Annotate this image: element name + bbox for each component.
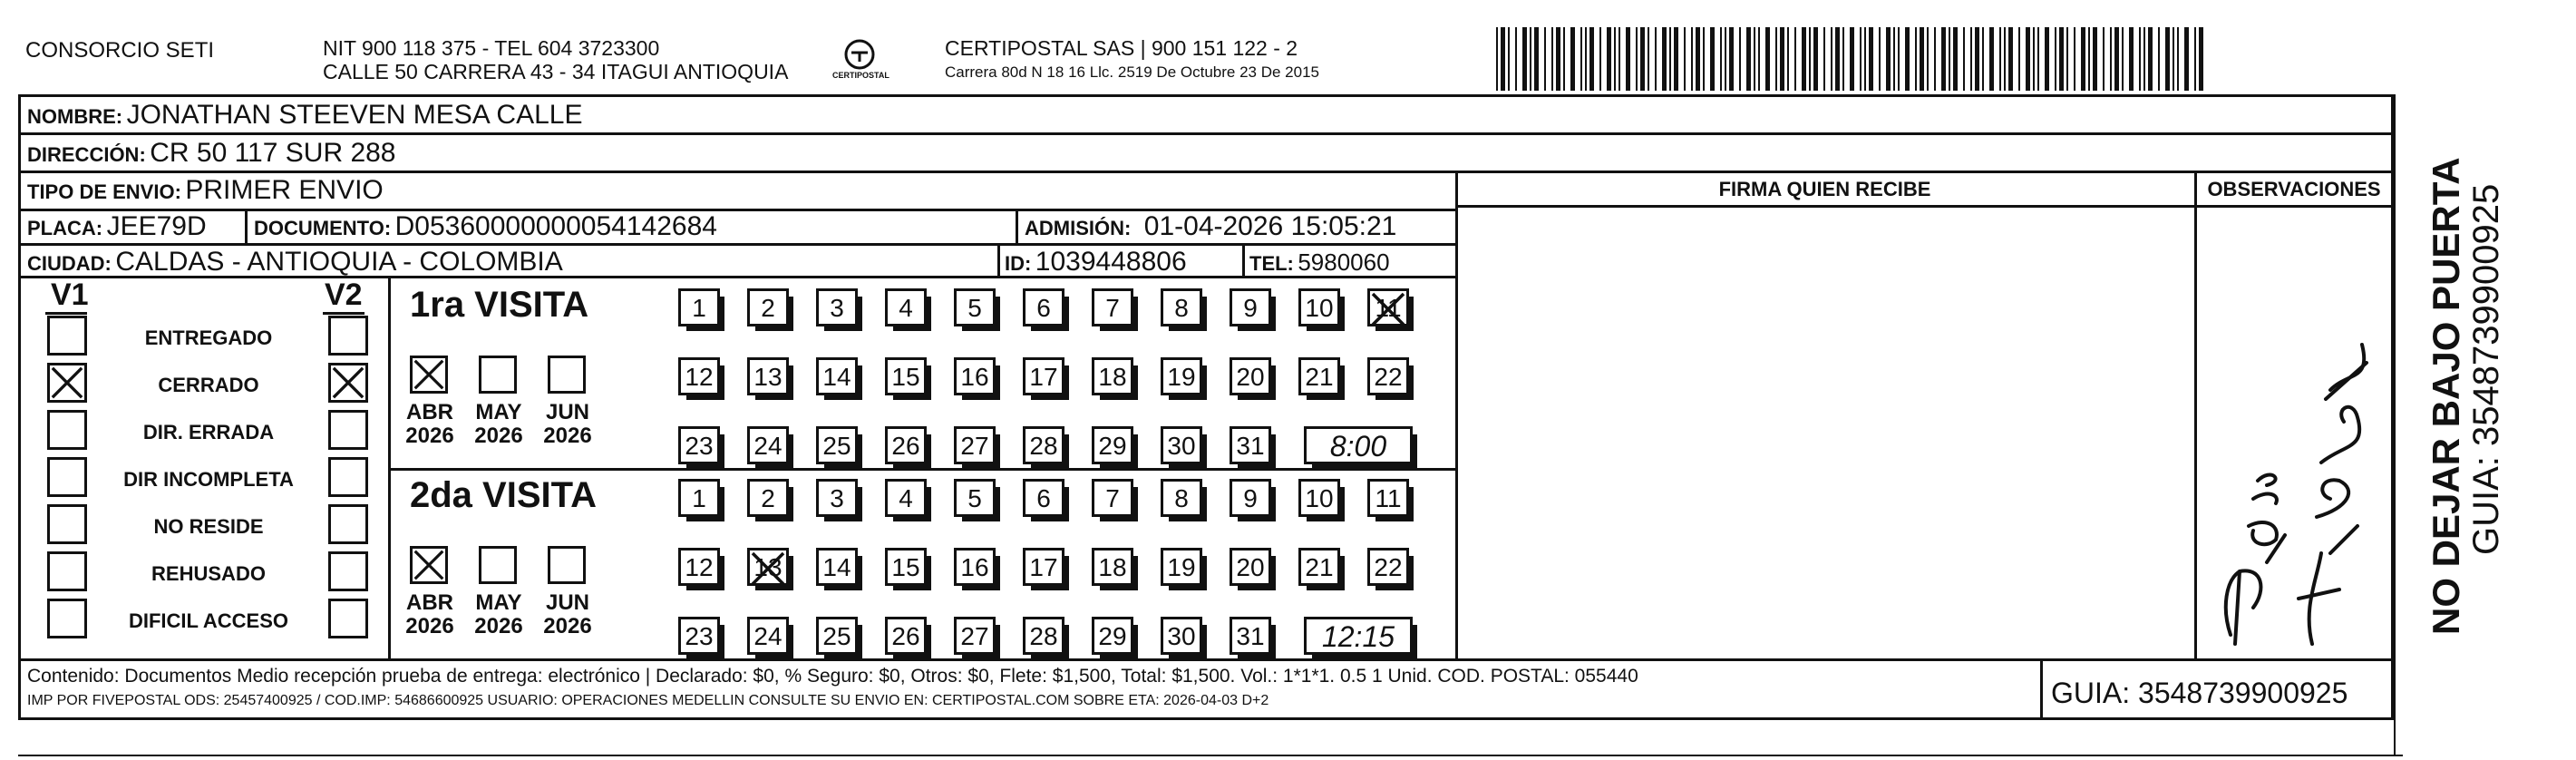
first-day-cell[interactable]: 18: [1092, 357, 1133, 395]
second-day-cell[interactable]: 3: [816, 479, 858, 517]
barcode: [1496, 27, 2212, 91]
second-day-cell[interactable]: 12: [678, 548, 720, 586]
v2-checkbox[interactable]: [328, 363, 368, 403]
second-day-cell[interactable]: 17: [1023, 548, 1064, 586]
documento-value: D05360000000054142684: [394, 211, 717, 241]
documento-row: [254, 211, 717, 242]
imp-line: IMP POR FIVEPOSTAL ODS: 25457400925 / COD.IMP: 54686600925 USUARIO: OPERACIONES MEDELLIN CONSULTE SU ENVIO EN: CERTIPOSTAL.COM SOBRE ETA: 2026-04-03 D+2: [27, 693, 1269, 708]
first-day-cell[interactable]: 11: [1367, 288, 1409, 326]
nombre-label: NOMBRE:: [27, 105, 123, 128]
v2-checkbox[interactable]: [328, 457, 368, 497]
v1-checkbox[interactable]: [47, 363, 87, 403]
first-day-cell[interactable]: 9: [1230, 288, 1271, 326]
first-day-cell[interactable]: 22: [1367, 357, 1409, 395]
v1-label: V1: [51, 278, 89, 312]
first-day-cell[interactable]: 21: [1298, 357, 1340, 395]
first-day-cell[interactable]: 2: [747, 288, 789, 326]
first-month-label: JUN 2026: [543, 400, 592, 448]
id-label: ID:: [1005, 252, 1032, 275]
second-day-cell[interactable]: 22: [1367, 548, 1409, 586]
logo-text: CERTIPOSTAL: [832, 71, 889, 80]
status-label: ENTREGADO: [144, 326, 273, 349]
id-value: 1039448806: [1035, 247, 1187, 277]
second-day-cell[interactable]: 31: [1230, 617, 1271, 655]
second-day-cell[interactable]: 30: [1161, 617, 1202, 655]
tipo-label: TIPO DE ENVIO:: [27, 180, 181, 203]
second-month-label: JUN 2026: [543, 590, 592, 638]
first-day-cell[interactable]: 26: [885, 426, 927, 464]
second-day-cell[interactable]: 14: [816, 548, 858, 586]
second-day-cell[interactable]: 20: [1230, 548, 1271, 586]
first-day-cell[interactable]: 28: [1023, 426, 1064, 464]
second-time-handwritten: 12:15: [1304, 617, 1413, 655]
footer-guia: GUIA: 3548739900925: [2051, 677, 2348, 709]
status-label: DIFICIL ACCESO: [128, 609, 288, 632]
first-day-cell[interactable]: 25: [816, 426, 858, 464]
documento-label: DOCUMENTO:: [254, 217, 392, 239]
first-day-cell[interactable]: 24: [747, 426, 789, 464]
first-time-handwritten: 8:00: [1304, 426, 1413, 464]
second-day-cell[interactable]: 7: [1092, 479, 1133, 517]
first-month-label: MAY 2026: [474, 400, 523, 448]
v2-checkbox[interactable]: [328, 410, 368, 450]
second-day-cell[interactable]: 16: [954, 548, 996, 586]
second-month-checkbox[interactable]: [410, 546, 448, 584]
handwritten-observation: [2212, 308, 2376, 653]
second-day-cell[interactable]: 4: [885, 479, 927, 517]
v1-checkbox[interactable]: [47, 316, 87, 356]
first-day-cell[interactable]: 5: [954, 288, 996, 326]
first-day-cell[interactable]: 6: [1023, 288, 1064, 326]
second-day-cell[interactable]: 25: [816, 617, 858, 655]
second-day-cell[interactable]: 18: [1092, 548, 1133, 586]
second-day-cell[interactable]: 26: [885, 617, 927, 655]
nombre-row: [27, 100, 582, 131]
nit-line: NIT 900 118 375 - TEL 604 3723300: [323, 36, 660, 60]
second-day-cell[interactable]: 24: [747, 617, 789, 655]
status-label: CERRADO: [158, 374, 259, 396]
content-line: Contenido: Documentos Medio recepción prueba de entrega: electrónico | Declarado: $0, % Seguro: $0, Otros: $0, Flete: $1,500, Total: $1,500. Vol.: 1*1*1. 0.5 1 Unid. COD. POSTAL: 055440: [27, 666, 1638, 687]
second-day-cell[interactable]: 8: [1161, 479, 1202, 517]
first-day-cell[interactable]: 3: [816, 288, 858, 326]
second-month-checkbox[interactable]: [479, 546, 517, 584]
first-day-cell[interactable]: 30: [1161, 426, 1202, 464]
status-label: DIR. ERRADA: [142, 421, 275, 443]
first-day-cell[interactable]: 19: [1161, 357, 1202, 395]
second-month-checkbox[interactable]: [548, 546, 586, 584]
no-dejar-warning: NO DEJAR BAJO PUERTA: [2425, 157, 2467, 635]
status-label: REHUSADO: [151, 562, 266, 585]
side-guia: GUIA: 3548739900925: [2466, 183, 2506, 555]
v2-checkbox[interactable]: [328, 316, 368, 356]
nombre-value: JONATHAN STEEVEN MESA CALLE: [126, 100, 583, 130]
second-day-cell[interactable]: 2: [747, 479, 789, 517]
first-day-cell[interactable]: 31: [1230, 426, 1271, 464]
placa-label: PLACA:: [27, 217, 103, 239]
second-day-cell[interactable]: 27: [954, 617, 996, 655]
v1-checkbox[interactable]: [47, 599, 87, 638]
v1-checkbox[interactable]: [47, 410, 87, 450]
address-line: CALLE 50 CARRERA 43 - 34 ITAGUI ANTIOQUIA: [323, 60, 789, 83]
first-day-cell[interactable]: 10: [1298, 288, 1340, 326]
placa-value: JEE79D: [106, 211, 207, 241]
v2-checkbox[interactable]: [328, 551, 368, 591]
first-visit-title: 1ra VISITA: [410, 285, 589, 325]
id-row: [1005, 247, 1187, 278]
first-day-cell[interactable]: 17: [1023, 357, 1064, 395]
first-month-checkbox[interactable]: [410, 356, 448, 394]
v2-label: V2: [325, 278, 363, 312]
first-day-cell[interactable]: 29: [1092, 426, 1133, 464]
first-day-cell[interactable]: 4: [885, 288, 927, 326]
second-visit-title: 2da VISITA: [410, 475, 597, 515]
ciudad-value: CALDAS - ANTIOQUIA - COLOMBIA: [115, 247, 563, 277]
admision-row: [1025, 211, 1396, 242]
second-day-cell[interactable]: 23: [678, 617, 720, 655]
first-day-cell[interactable]: 23: [678, 426, 720, 464]
second-day-cell[interactable]: 29: [1092, 617, 1133, 655]
first-day-cell[interactable]: 7: [1092, 288, 1133, 326]
second-day-cell[interactable]: 21: [1298, 548, 1340, 586]
license-line: Carrera 80d N 18 16 Llc. 2519 De Octubre 23 De 2015: [945, 63, 1319, 81]
first-day-cell[interactable]: 13: [747, 357, 789, 395]
second-day-cell[interactable]: 19: [1161, 548, 1202, 586]
v2-checkbox[interactable]: [328, 504, 368, 544]
second-day-cell[interactable]: 5: [954, 479, 996, 517]
company-name: CONSORCIO SETI: [25, 38, 215, 63]
first-day-cell[interactable]: 27: [954, 426, 996, 464]
first-month-checkbox[interactable]: [548, 356, 586, 394]
direccion-label: DIRECCIÓN:: [27, 143, 146, 166]
ciudad-label: CIUDAD:: [27, 252, 112, 275]
second-day-cell[interactable]: 13: [747, 548, 789, 586]
certipostal-line: CERTIPOSTAL SAS | 900 151 122 - 2: [945, 36, 1298, 60]
direccion-row: [27, 138, 396, 169]
first-day-cell[interactable]: 20: [1230, 357, 1271, 395]
second-day-cell[interactable]: 1: [678, 479, 720, 517]
placa-row: [27, 211, 207, 242]
v1-checkbox[interactable]: [47, 551, 87, 591]
v2-checkbox[interactable]: [328, 599, 368, 638]
certipostal-logo: [832, 34, 905, 89]
second-day-cell[interactable]: 11: [1367, 479, 1409, 517]
admision-value: 01-04-2026 15:05:21: [1143, 211, 1397, 241]
tipo-row: [27, 175, 384, 206]
second-day-cell[interactable]: 28: [1023, 617, 1064, 655]
first-day-cell[interactable]: 16: [954, 357, 996, 395]
second-month-label: MAY 2026: [474, 590, 523, 638]
v1-checkbox[interactable]: [47, 457, 87, 497]
second-day-cell[interactable]: 9: [1230, 479, 1271, 517]
second-day-cell[interactable]: 15: [885, 548, 927, 586]
second-day-cell[interactable]: 10: [1298, 479, 1340, 517]
tel-value: 5980060: [1298, 248, 1390, 276]
v1-checkbox[interactable]: [47, 504, 87, 544]
first-day-cell[interactable]: 15: [885, 357, 927, 395]
firma-header: FIRMA QUIEN RECIBE: [1718, 178, 1931, 200]
observaciones-header: OBSERVACIONES: [2207, 178, 2381, 200]
first-month-label: ABR 2026: [405, 400, 454, 448]
tel-row: [1249, 248, 1390, 277]
ciudad-row: [27, 247, 563, 278]
first-day-cell[interactable]: 12: [678, 357, 720, 395]
first-day-cell[interactable]: 14: [816, 357, 858, 395]
admision-label: ADMISIÓN:: [1025, 217, 1132, 239]
status-label: DIR INCOMPLETA: [123, 468, 294, 491]
second-day-cell[interactable]: 6: [1023, 479, 1064, 517]
second-month-label: ABR 2026: [405, 590, 454, 638]
first-day-cell[interactable]: 8: [1161, 288, 1202, 326]
first-month-checkbox[interactable]: [479, 356, 517, 394]
tel-label: TEL:: [1249, 252, 1294, 275]
first-day-cell[interactable]: 1: [678, 288, 720, 326]
direccion-value: CR 50 117 SUR 288: [150, 138, 396, 168]
status-label: NO RESIDE: [153, 515, 264, 538]
tipo-value: PRIMER ENVIO: [185, 175, 384, 205]
